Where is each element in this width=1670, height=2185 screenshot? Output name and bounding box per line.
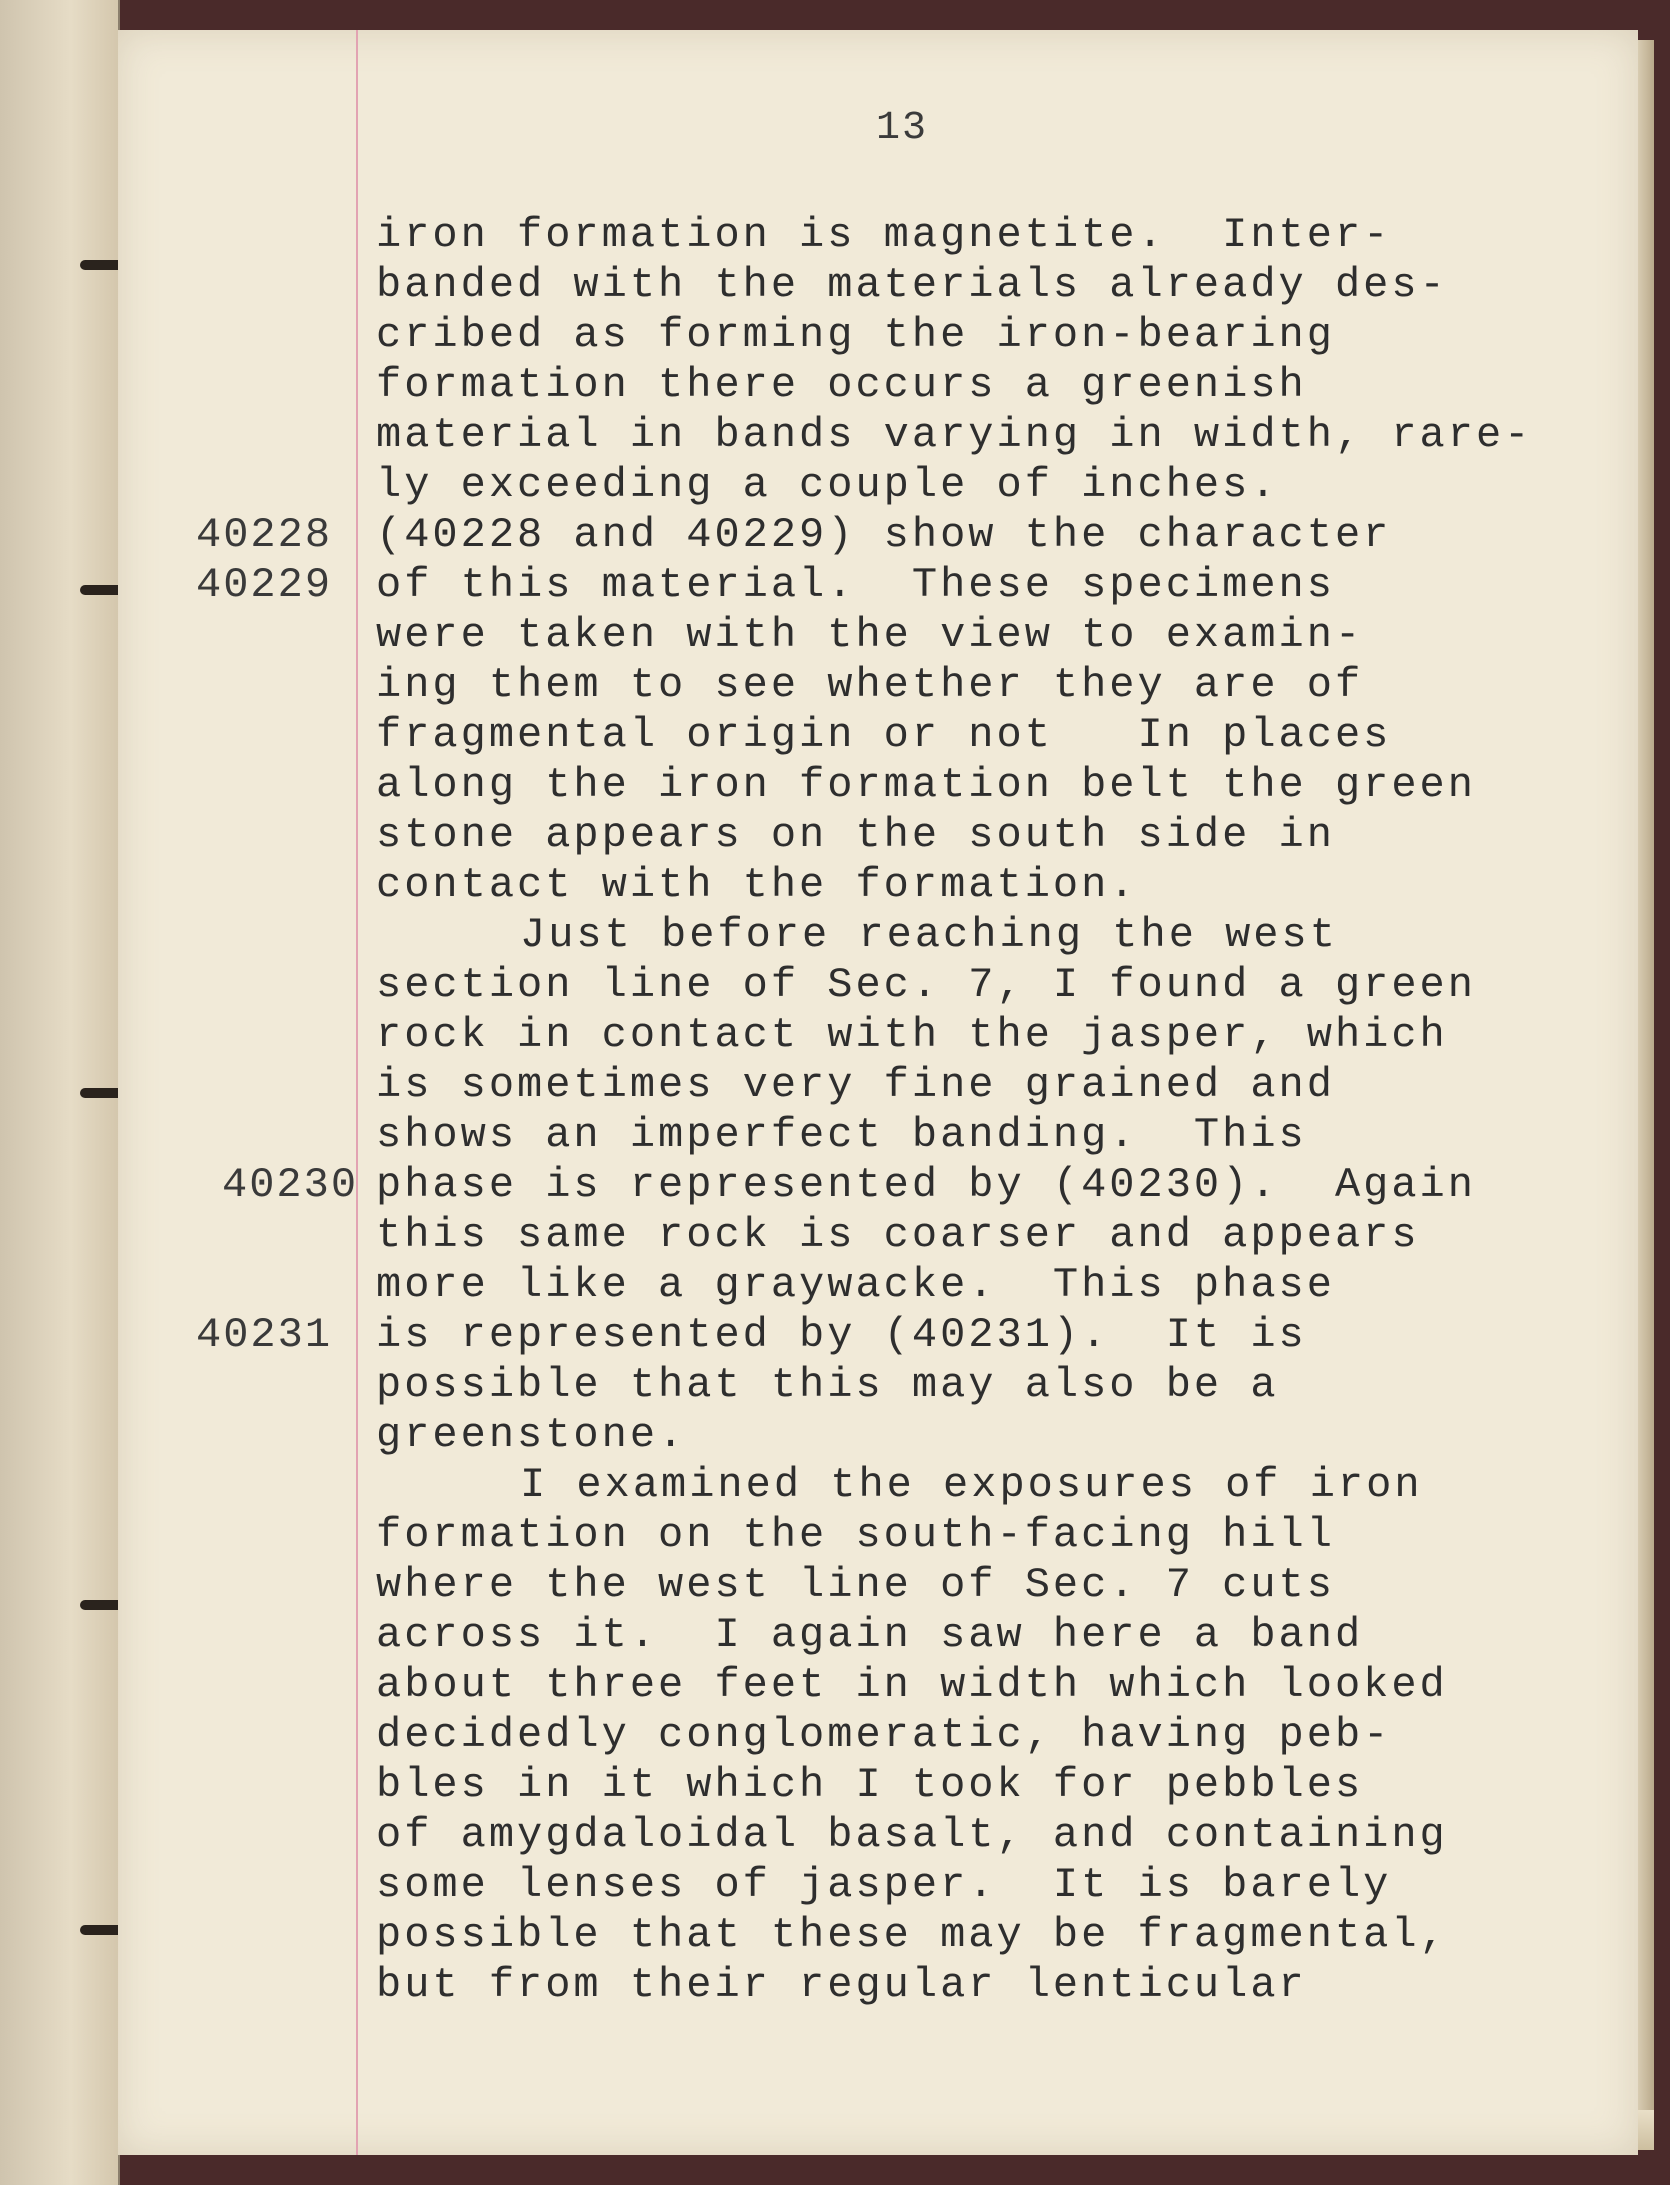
text-line: this same rock is coarser and appears — [376, 1211, 1420, 1259]
text-line: Just before reaching the west — [520, 911, 1338, 959]
text-line: of this material. These specimens — [376, 561, 1335, 609]
text-line: greenstone. — [376, 1411, 687, 1459]
notebook-page — [118, 30, 1638, 2155]
text-line: is represented by (40231). It is — [376, 1311, 1307, 1359]
text-line: more like a graywacke. This phase — [376, 1261, 1335, 1309]
text-line: rock in contact with the jasper, which — [376, 1011, 1448, 1059]
specimen-number: 40229 — [196, 561, 333, 609]
text-line: along the iron formation belt the green — [376, 761, 1476, 809]
text-line: decidedly conglomeratic, having peb- — [376, 1711, 1392, 1759]
text-line: were taken with the view to examin- — [376, 611, 1364, 659]
text-line: material in bands varying in width, rare- — [376, 411, 1533, 459]
text-line: section line of Sec. 7, I found a green — [376, 961, 1476, 1009]
text-line: (40228 and 40229) show the character — [376, 511, 1392, 559]
page-stack-edge — [1638, 40, 1654, 2150]
text-line: some lenses of jasper. It is barely — [376, 1861, 1392, 1909]
text-line: I examined the exposures of iron — [520, 1461, 1423, 1509]
page-number: 13 — [876, 106, 929, 151]
text-line: across it. I again saw here a band — [376, 1611, 1364, 1659]
text-line: but from their regular lenticular — [376, 1961, 1307, 2009]
text-line: shows an imperfect banding. This — [376, 1111, 1307, 1159]
text-line: ly exceeding a couple of inches. — [376, 461, 1279, 509]
text-line: possible that these may be fragmental, — [376, 1911, 1448, 1959]
text-line: cribed as forming the iron-bearing — [376, 311, 1335, 359]
text-line: contact with the formation. — [376, 861, 1138, 909]
specimen-number: 40230 — [222, 1161, 359, 1209]
text-line: is sometimes very fine grained and — [376, 1061, 1335, 1109]
text-line: ing them to see whether they are of — [376, 661, 1364, 709]
text-line: formation on the south-facing hill — [376, 1511, 1335, 1559]
specimen-number: 40228 — [196, 511, 333, 559]
text-line: formation there occurs a greenish — [376, 361, 1307, 409]
text-line: banded with the materials already des- — [376, 261, 1448, 309]
text-line: possible that this may also be a — [376, 1361, 1279, 1409]
text-line: where the west line of Sec. 7 cuts — [376, 1561, 1335, 1609]
text-line: stone appears on the south side in — [376, 811, 1335, 859]
specimen-number: 40231 — [196, 1311, 333, 1359]
text-line: phase is represented by (40230). Again — [376, 1161, 1476, 1209]
text-line: bles in it which I took for pebbles — [376, 1761, 1364, 1809]
text-line: iron formation is magnetite. Inter- — [376, 211, 1392, 259]
text-line: fragmental origin or not In places — [376, 711, 1392, 759]
margin-rule — [356, 30, 358, 2155]
text-line: of amygdaloidal basalt, and containing — [376, 1811, 1448, 1859]
text-line: about three feet in width which looked — [376, 1661, 1448, 1709]
